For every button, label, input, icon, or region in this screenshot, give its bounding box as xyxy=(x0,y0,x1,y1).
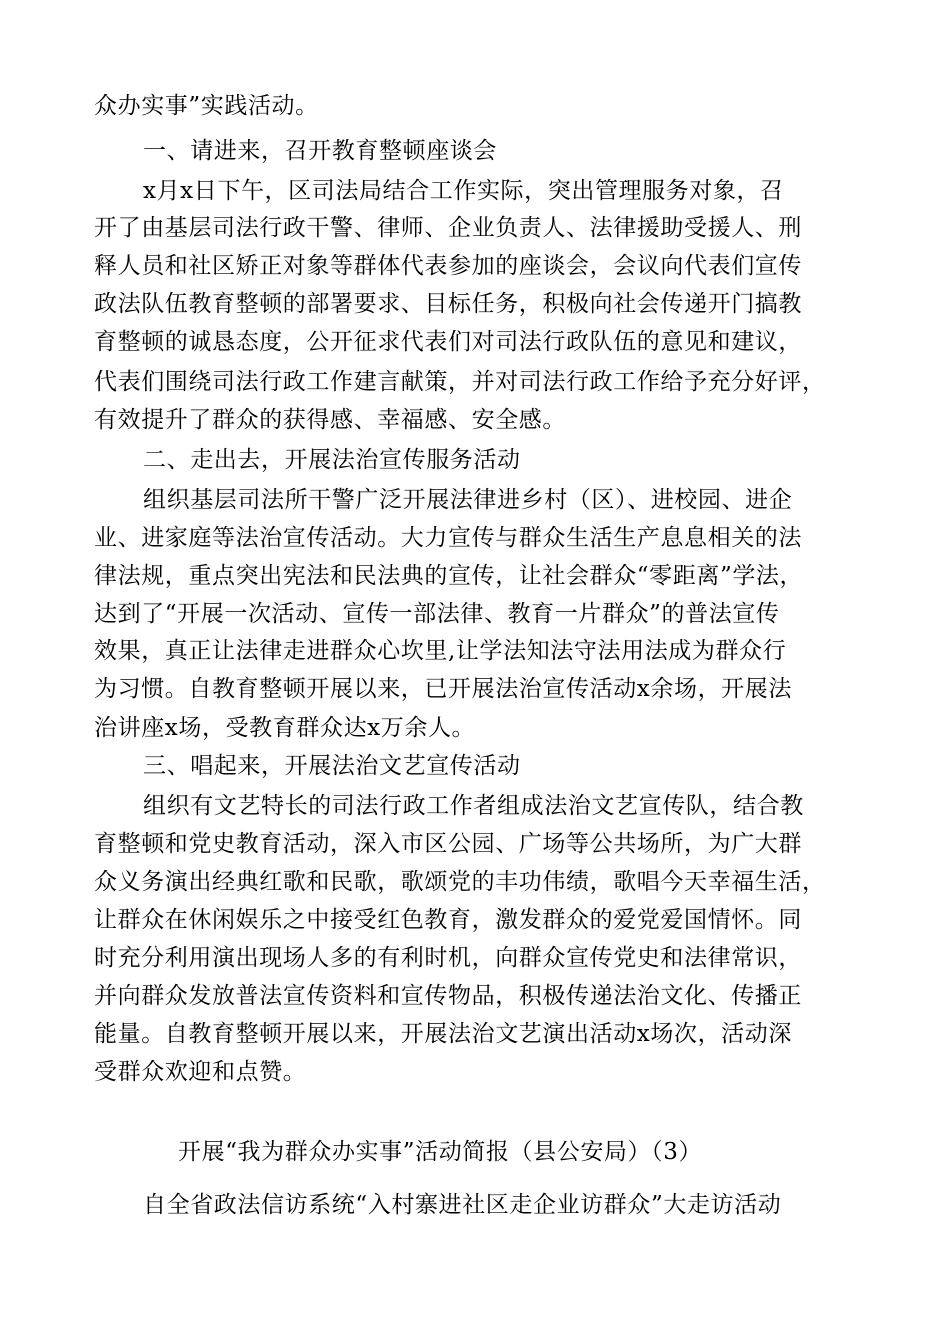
text-line: 律法规，重点突出宪法和民法典的宣传，让社会群众“零距离”学法， xyxy=(94,563,804,589)
text-line: 组织基层司法所干警广泛开展法律进乡村（区）、进校园、进企 xyxy=(143,487,793,513)
text-line: 众办实事”实践活动。 xyxy=(94,93,319,119)
text-line: 育整顿和党史教育活动，深入市区公园、广场等公共场所，为广大群 xyxy=(94,831,802,857)
text-line: 众义务演出经典红歌和民歌，歌颂党的丰功伟绩，歌唱今天幸福生活， xyxy=(94,869,826,895)
heading-1: 一、请进来，召开教育整顿座谈会 xyxy=(143,138,497,164)
text-line: 能量。自教育整顿开展以来，开展法治文艺演出活动x场次，活动深 xyxy=(94,1021,792,1047)
text-line: 自全省政法信访系统“入村寨进社区走企业访群众”大走访活动 xyxy=(143,1192,782,1218)
text-line: 受群众欢迎和点赞。 xyxy=(94,1059,307,1085)
text-line: 为习惯。自教育整顿开展以来，已开展法治宣传活动x余场，开展法 xyxy=(94,676,792,702)
text-line: 政法队伍教育整顿的部署要求、目标任务，积极向社会传递开门搞教 xyxy=(94,291,802,317)
text-line: 育整顿的诚恳态度，公开征求代表们对司法行政队伍的意见和建议， xyxy=(94,329,802,355)
heading-3: 三、唱起来，开展法治文艺宣传活动 xyxy=(143,753,521,779)
text-line: 代表们围绕司法行政工作建言献策，并对司法行政工作给予充分好评， xyxy=(94,369,826,395)
text-line: 有效提升了群众的获得感、幸福感、安全感。 xyxy=(94,407,566,433)
heading-2: 二、走出去，开展法治宣传服务活动 xyxy=(143,447,521,473)
text-line: 让群众在休闲娱乐之中接受红色教育，激发群众的爱党爱国情怀。同 xyxy=(94,907,802,933)
text-line: 达到了“开展一次活动、宣传一部法律、教育一片群众”的普法宣传 xyxy=(94,601,780,627)
text-line: 并向群众发放普法宣传资料和宣传物品，积极传递法治文化、传播正 xyxy=(94,983,802,1009)
text-line: x月x日下午，区司法局结合工作实际，突出管理服务对象，召 xyxy=(143,178,784,204)
section-title: 开展“我为群众办实事”活动简报（县公安局）（3） xyxy=(178,1139,703,1165)
text-line: 时充分利用演出现场人多的有利时机，向群众宣传党史和法律常识， xyxy=(94,945,802,971)
text-line: 治讲座x场，受教育群众达x万余人。 xyxy=(94,715,476,741)
text-line: 开了由基层司法行政干警、律师、企业负责人、法律援助受援人、刑 xyxy=(94,215,802,241)
text-line: 组织有文艺特长的司法行政工作者组成法治文艺宣传队，结合教 xyxy=(143,793,804,819)
text-line: 业、进家庭等法治宣传活动。大力宣传与群众生活生产息息相关的法 xyxy=(94,525,802,551)
text-line: 释人员和社区矫正对象等群体代表参加的座谈会，会议向代表们宣传 xyxy=(94,253,802,279)
text-line: 效果，真正让法律走进群众心坎里,让学法知法守法用法成为群众行 xyxy=(94,638,787,664)
